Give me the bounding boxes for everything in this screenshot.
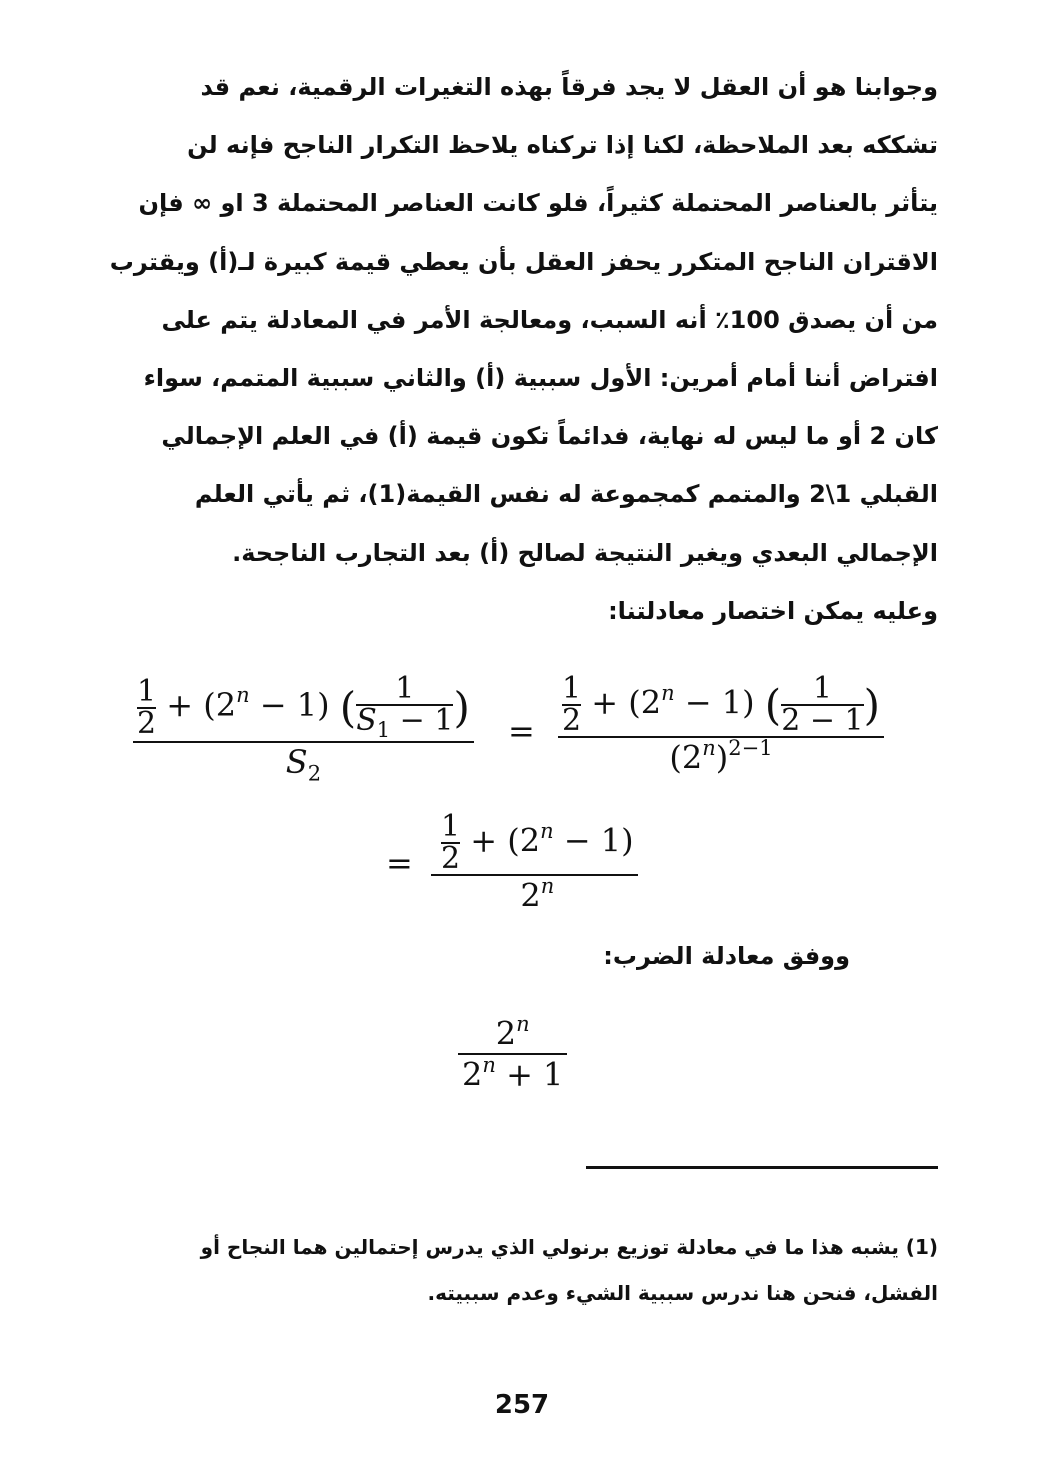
paragraph-line: وعليه يمكن اختصار معادلتنا: xyxy=(608,596,938,625)
main-paragraph xyxy=(104,58,938,640)
paragraph-line: القبلي 1\2 والمتمم كمجموعة له نفس القيمة(1)، ثم يأتي العلم xyxy=(194,480,938,509)
equation-multiply xyxy=(458,1014,567,1093)
lhs-numerator: $\frac{1}{2}$ + (2$^n$ − 1) ( $\frac{1}{S_1 - 1}$ ) xyxy=(137,671,470,742)
lhs-denominator: $S_2$ xyxy=(285,743,322,786)
paragraph-line: كان 2 أو ما ليس له نهاية، فدائماً تكون قيمة (أ) في العلم الإجمالي xyxy=(161,422,938,451)
equals-sign: = xyxy=(386,844,413,883)
half-fraction: $\frac{1}{2}$ xyxy=(137,673,157,741)
rhs-fraction xyxy=(558,671,884,777)
equation-main xyxy=(133,671,913,794)
inner-fraction: $\frac{1}{S_1 - 1}$ xyxy=(356,671,454,742)
paragraph-line: من أن يصدق 100٪ أنه السبب، ومعالجة الأمر في المعادلة يتم على xyxy=(161,305,938,334)
simplified-fraction: $\frac{1}{2}$ + (2$^n$ − 1) 2$^n$ xyxy=(437,812,638,915)
footnote-divider xyxy=(586,1166,938,1169)
footnote-line: الفشل، فنحن هنا ندرس سببية الشيء وعدم سببيته. xyxy=(427,1281,938,1305)
multiply-fraction: $\frac{2^n}{2^n + 1}$ xyxy=(458,1014,567,1093)
equation-simplified xyxy=(386,809,638,915)
half-fraction: $\frac{1}{2}$ xyxy=(562,671,582,738)
footnote-line: (1) يشبه هذا ما في معادلة توزيع برنولي الذي يدرس إحتمالين هما النجاح أو xyxy=(200,1235,938,1259)
half-fraction: $\frac{1}{2}$ xyxy=(440,809,461,876)
paragraph-line: تشككه بعد الملاحظة، لكنا إذا تركناه يلاحظ التكرار الناجح فإنه لن xyxy=(187,131,938,160)
paragraph-line: افتراض أننا أمام أمرين: الأول سببية (أ) والثاني سببية المتمم، سواء xyxy=(143,364,938,393)
equals-sign: = xyxy=(508,712,535,750)
paragraph-line: يتأثر بالعناصر المحتملة كثيراً، فلو كانت العناصر المحتملة 3 او ∞ فإن xyxy=(138,189,938,218)
rhs-numerator: $\frac{1}{2}$ + (2$^n$ − 1) ( $\frac{1}{2 - 1}$ ) xyxy=(562,671,880,738)
paragraph-line: الإجمالي البعدي ويغير النتيجة لصالح (أ) بعد التجارب الناجحة. xyxy=(232,538,938,567)
footnote xyxy=(104,1224,938,1316)
lhs-fraction xyxy=(133,671,474,786)
inner-fraction: $\frac{1}{2 - 1}$ xyxy=(781,671,864,738)
page-number: 257 xyxy=(494,1390,550,1420)
rhs-denominator: $(2^n)^{2-1}$ xyxy=(669,736,773,777)
paragraph-line: الاقتران الناجح المتكرر يحفز العقل بأن يعطي قيمة كبيرة لـ(أ) ويقترب xyxy=(109,247,938,276)
paragraph-line: وجوابنا هو أن العقل لا يجد فرقاً بهذه التغيرات الرقمية، نعم قد xyxy=(200,73,938,101)
multiply-label: ووفق معادلة الضرب: xyxy=(603,942,850,970)
